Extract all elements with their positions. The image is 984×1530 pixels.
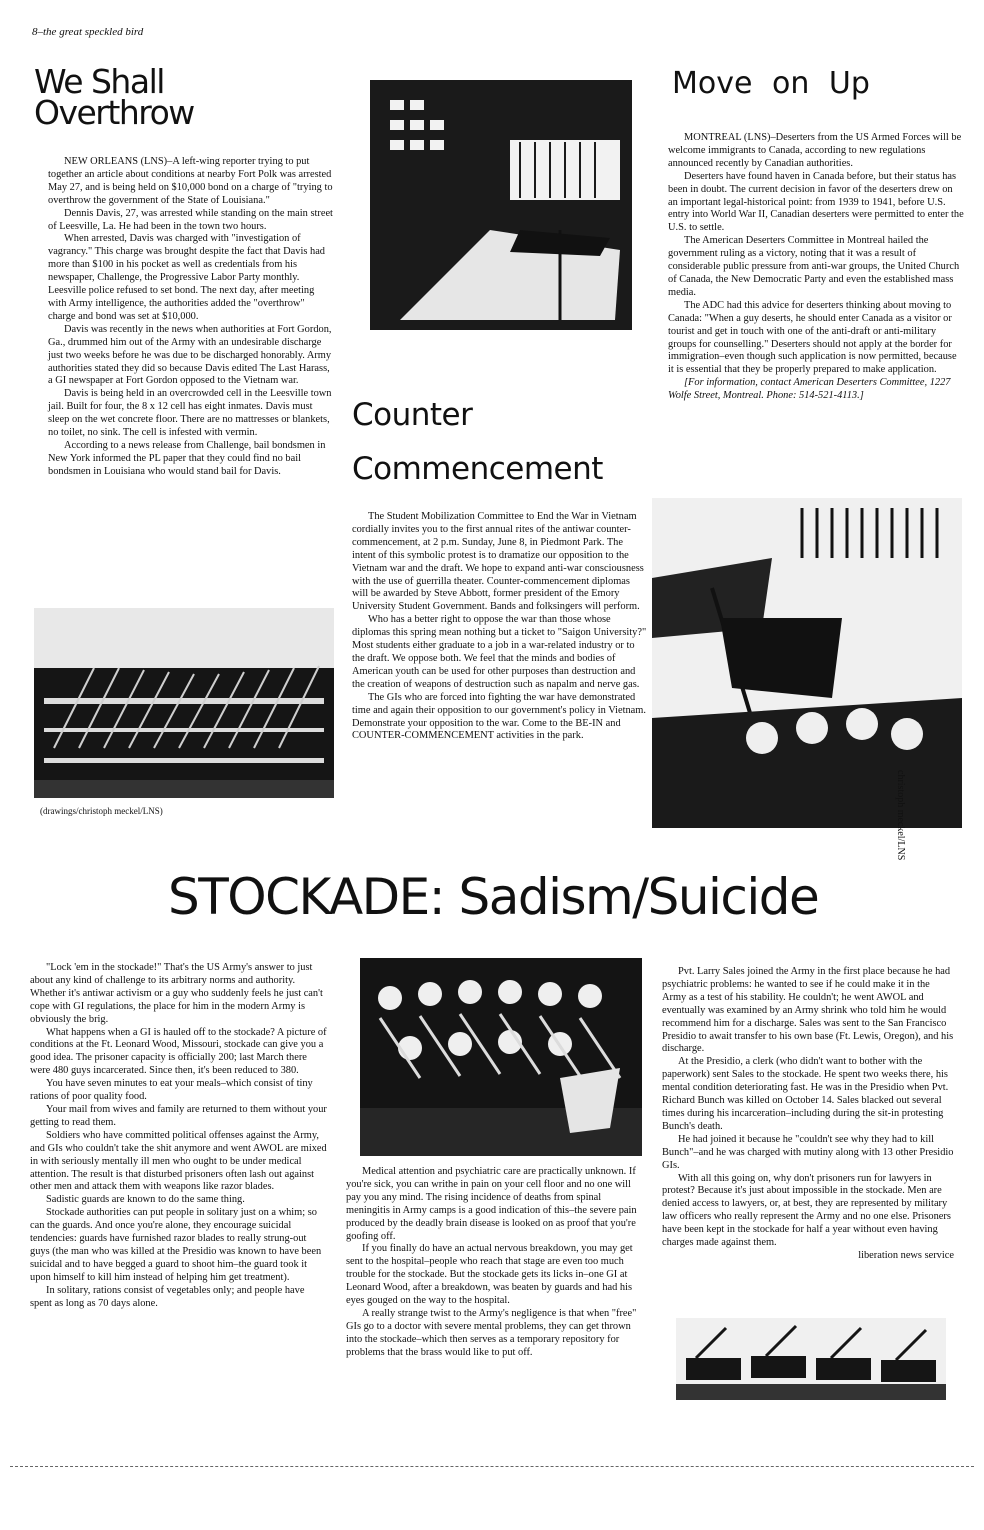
illustration-soldiers-rifles <box>34 608 334 798</box>
paragraph: NEW ORLEANS (LNS)–A left-wing reporter trying to put together an article about conditions at nearby Fort Polk was arrested May 27, and is being held on $10,000 bond on a charge of "trying to overthrow the government of the State of Louisiana." <box>48 156 333 206</box>
illustration-tanks <box>676 1318 946 1400</box>
article-stockade-col2 <box>346 1166 642 1360</box>
headline-counter-line2: Commencement <box>352 451 603 487</box>
illustration-soldiers-flag <box>652 498 962 828</box>
headline-counter-line1: Counter <box>352 397 473 433</box>
paragraph: He had joined it because he "couldn't see why they had to kill Bunch"–and he was charged with mutiny along with 13 other Presidio GIs. <box>662 1133 954 1171</box>
paragraph: Sadistic guards are known to do the same thing. <box>46 1194 245 1206</box>
headline-overthrow <box>34 62 194 133</box>
art-credit-vertical: christoph meckel/LNS <box>895 770 906 861</box>
paragraph: The Student Mobilization Committee to End the War in Vietnam cordially invites you to the first annual rites of the antiwar counter-commencement, at 2 p.m. Sunday, June 8, in Piedmont Park. The intent of this symbolic protest is to dramatize our opposition to the Vietnam war and the draft. We hope to expand anti-war consciousness with the use of guerrilla theater. Counter-commencement diplomas will be awarded by Steve Abbott, former president of the Emory University Student Government. Bands and folksingers will perform. <box>352 511 644 613</box>
headline-counter-commencement <box>352 388 603 496</box>
paragraph: When arrested, Davis was charged with "investigation of vagrancy." This charge was brought despite the fact that Davis had more than $100 in his pocket as well as credentials from his newspaper, Challenge, the Progressive Labor Party monthly. Leesville police refused to set bond. The next day, after meeting with Army intelligence, the authorities added the "overthrow" charge and bond was set at $10,000. <box>48 233 326 322</box>
paragraph: Pvt. Larry Sales joined the Army in the first place because he had psychiatric problems: he wanted to see if he could make it in the Army as a test of his stability. He couldn't; he went AWOL and eventually was examined by an Army shrink who told him he would recommend him for a discharge. Sales was sent to the San Francisco Presidio to await transfer to his own base (Ft. Lewis, Oregon), and his discharge. <box>662 966 954 1055</box>
paragraph: The GIs who are forced into fighting the war have demonstrated time and again their opposition to our government's policy in Vietnam. Demonstrate your opposition to the war. Come to the BE-IN and COUNTER-COMMENCEMENT activities in the park. <box>352 691 646 742</box>
bottom-rule <box>10 1466 974 1467</box>
article-stockade-col3 <box>662 966 954 1263</box>
signoff: liberation news service <box>858 1249 954 1261</box>
headline-stockade: STOCKADE: Sadism/Suicide <box>168 868 819 926</box>
paragraph: You have seven minutes to eat your meals–which consist of tiny rations of poor quality food. <box>30 1078 313 1103</box>
paragraph: What happens when a GI is hauled off to the stockade? A picture of conditions at the Ft. Leonard Wood, Missouri, stockade can give you a good idea. The prisoner capacity is officially 200; last March there were 480 guys incarcerated. Since then, it's been reduced to 380. <box>30 1026 327 1077</box>
paragraph: Who has a better right to oppose the war than those whose diplomas this spring mean nothing but a ticket to "Saigon University?" Most students either graduate to a job in a war-related industry or to the draft. We oppose both. We feel that the minds and bodies of American youth can be used for other purposes than destruction and the creation of weapons of destruction such as napalm and nerve gas. <box>352 614 647 690</box>
article-counter-body <box>352 511 648 743</box>
paragraph: With all this going on, why don't prisoners run for lawyers in protest? Because it's just about impossible in the stockade. Men are denied access to lawyers, or, at best, they are represented by military law officers who really represent the Army and no one else. Prisoners have been kept in the stockade for half a year without even having charges made against them. <box>662 1172 951 1249</box>
paragraph: The American Deserters Committee in Montreal hailed the government ruling as a victory, noting that it was a result of considerable public pressure from anti-war groups, the United Church of Canada, the New Democratic Party and even the established mass media. <box>668 235 960 298</box>
paragraph: The ADC had this advice for deserters thinking about moving to Canada: "When a guy deserts, he should enter Canada as a visitor or tourist and get in touch with one of the anti-draft or anti-military groups for counselling." Deserters should not apply at the border for immigration–even though such application is now permitted, because it is essential that they be properly prepared to make application. <box>668 299 957 376</box>
paragraph: Davis was recently in the news when authorities at Fort Gordon, Ga., drummed him out of the Army with an undesirable discharge just two weeks before he was due to be discharged honorably. Army authorities stated they did so because Davis edited The Last Harass, a GI newspaper at Fort Gordon opposed to the Vietnam war. <box>48 323 332 387</box>
article-overthrow-body <box>48 156 334 479</box>
paragraph: Soldiers who have committed political offenses against the Army, and GIs who couldn't take the shit anymore and went AWOL are mixed in with seriously mentally ill men who ought to be under medical attention. The result is that disturbed prisoners often lash out against other men and attack them with weapons like razor blades. <box>30 1129 327 1193</box>
paragraph: At the Presidio, a clerk (who didn't want to bother with the paperwork) sent Sales to the stockade. He spent two weeks there, his mental condition deteriorating fast. He was in the Presidio when Pvt. Richard Bunch was killed on October 14. Sales blacked out several times during his incarceration–including during the sit-in protesting Bunch's death. <box>662 1056 949 1132</box>
paragraph: In solitary, rations consist of vegetables only; and people have spent as long as 70 days alone. <box>30 1284 305 1309</box>
paragraph: Davis is being held in an overcrowded cell in the Leesville town jail. Built for four, the 8 x 12 cell has eight inmates. Davis must sleep on the wet concrete floor. There are no mattresses or blankets, no toilet, no sink. The cell is infested with vermin. <box>48 388 332 439</box>
illustration-marching-soldiers <box>360 958 642 1156</box>
article-stockade-col1 <box>30 962 328 1310</box>
paragraph: Stockade authorities can put people in solitary just on a whim; so can the guards. And once you're alone, they encourage suicidal tendencies: guards have furnished razor blades to really strung-out guys (the man who was killed at the Presidio was known to have been suicidal and to have begged a guard to shoot him–the guard took it upon himself to kill him instead of helping him get treatment). <box>30 1207 322 1283</box>
paragraph: Dennis Davis, 27, was arrested while standing on the main street of Leesville, La. He had been in the town two hours. <box>48 207 333 232</box>
illustration-buildings-banner <box>370 80 632 330</box>
paragraph: "Lock 'em in the stockade!" That's the US Army's answer to just about any kind of challenge to its arbitrary norms and authority. Whether it's antiwar activism or a guy who suddenly feels he just can't cope with GI regulations, the place for him in the modern Army is obviously the brig. <box>30 962 323 1025</box>
paragraph: A really strange twist to the Army's negligence is that when "free" GIs go to a doctor with severe mental problems, they can get thrown into the stockade–which then serves as a temporary repository for problems that the brass would like to put off. <box>346 1307 637 1358</box>
paragraph: According to a news release from Challenge, bail bondsmen in New York informed the PL paper that they could find no bail bondsmen in Louisiana who would stand bail for Davis. <box>48 439 326 477</box>
article-move-on-up-body <box>668 132 964 403</box>
paragraph: Deserters have found haven in Canada before, but their status has been in doubt. The current decision in favor of the deserters drew on an important legal-historical point: from 1939 to 1941, before U.S. entry into World War II, Canadian deserters were permitted to enter the U.S. to settle. <box>668 170 964 234</box>
paragraph: Medical attention and psychiatric care are practically unknown. If you're sick, you can writhe in pain on your cell floor and no one will pay you any mind. The rising incidence of deaths from spinal meningitis in Army camps is a good indication of this–the severe pain produced by the deadly brain disease is looked on as proof that you're goofing off. <box>346 1166 637 1242</box>
headline-overthrow-line2: Overthrow <box>34 93 194 133</box>
paragraph: Your mail from wives and family are returned to them without your getting to read them. <box>30 1103 327 1128</box>
headline-overthrow-line1: We Shall <box>34 62 164 101</box>
art-credit: (drawings/christoph meckel/LNS) <box>40 806 163 816</box>
headline-move-on-up: Move on Up <box>672 66 870 101</box>
paragraph: If you finally do have an actual nervous breakdown, you may get sent to the hospital–people who reach that stage are even too much trouble for the stockade. But the stockade gets its licks in–one GI at Leonard Wood, after a breakdown, was beaten by guards and had his eyes gouged on the way to the hospital. <box>346 1243 633 1307</box>
contact-info: [For information, contact American Deserters Committee, 1227 Wolfe Street, Montreal. Phone: 514-521-4113.] <box>668 377 951 402</box>
paragraph: MONTREAL (LNS)–Deserters from the US Armed Forces will be welcome immigrants to Canada, according to new regulations announced recently by Canadian authorities. <box>668 132 962 169</box>
running-head: 8–the great speckled bird <box>32 26 144 38</box>
